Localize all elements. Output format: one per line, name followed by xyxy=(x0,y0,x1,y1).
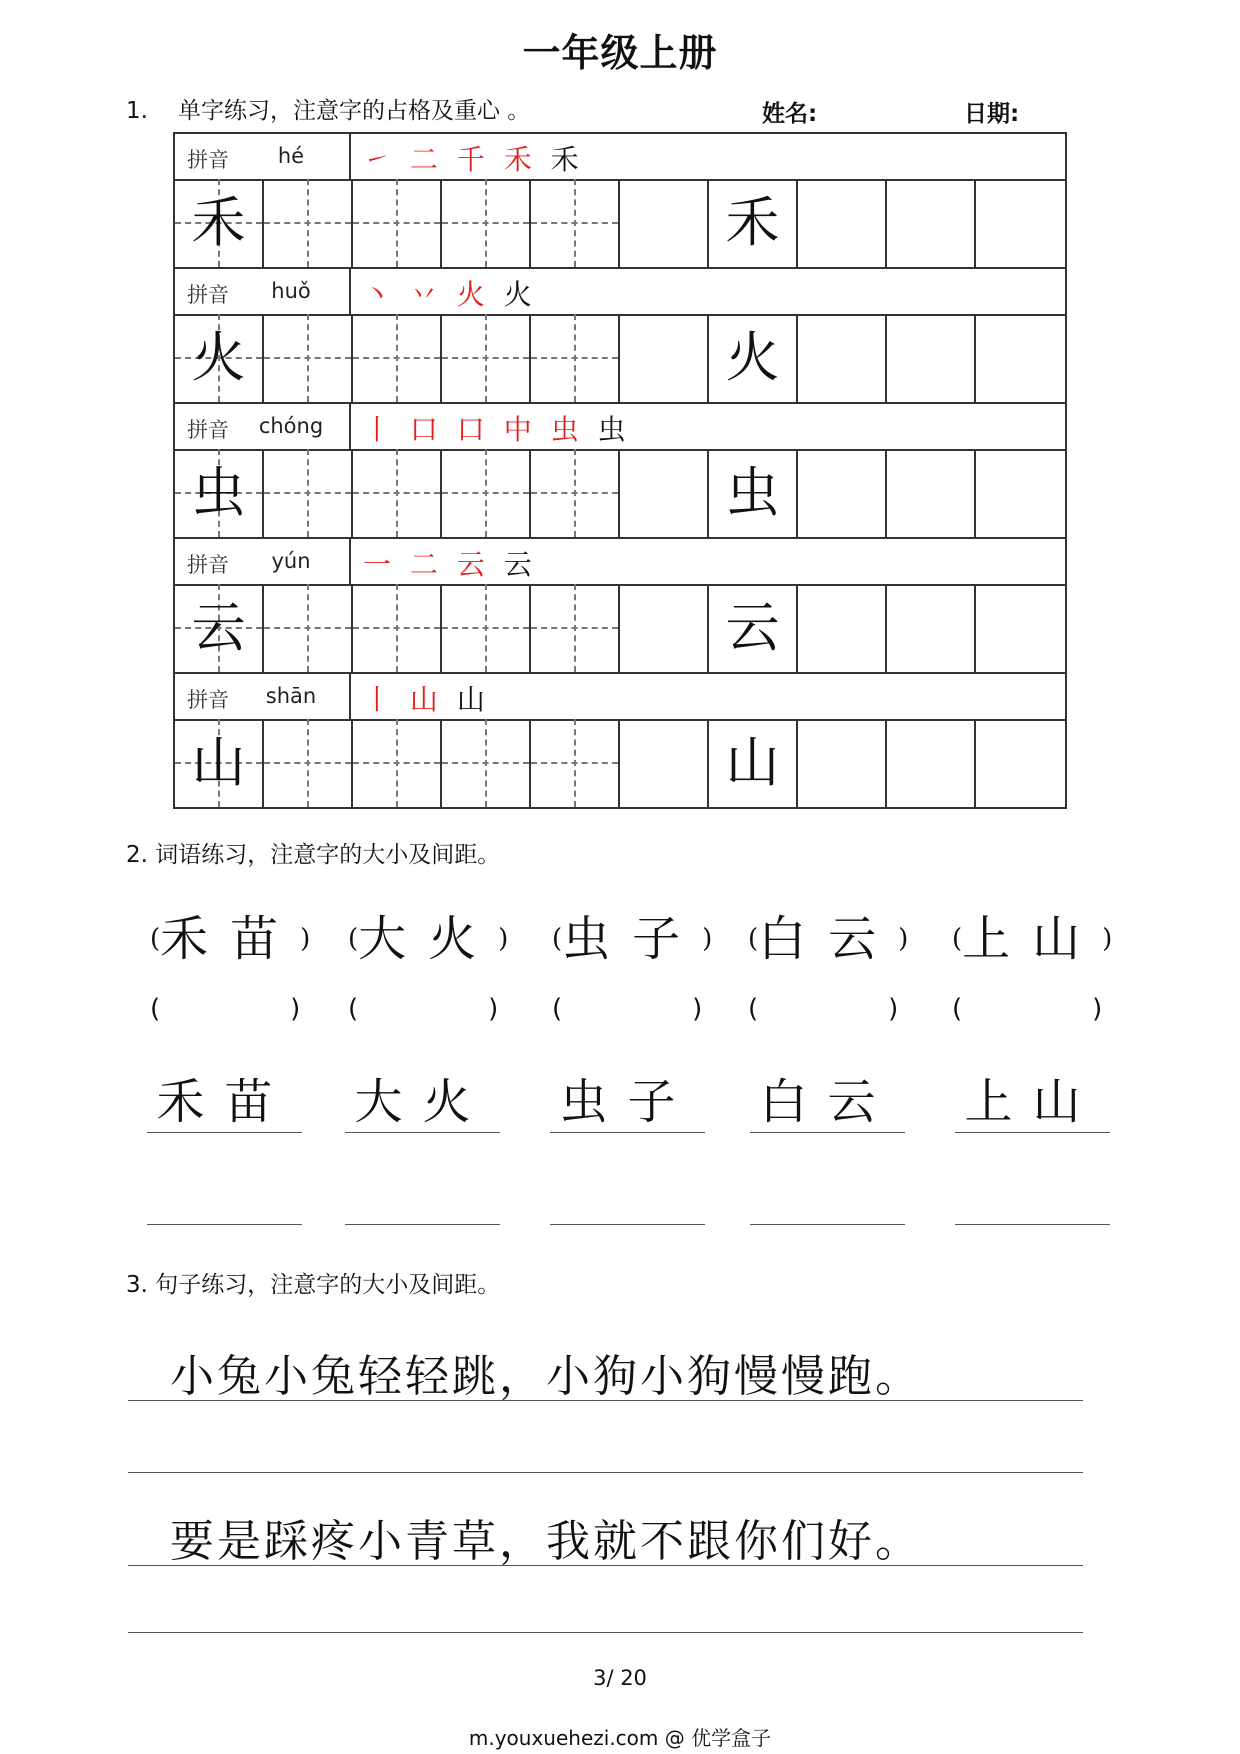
paren-close: ) xyxy=(300,924,311,954)
copy-char-box xyxy=(709,314,798,402)
pinyin-value: hé xyxy=(277,144,305,168)
copy-char-box xyxy=(709,449,798,537)
word-writing-line[interactable] xyxy=(550,1204,705,1225)
writing-boxes xyxy=(175,179,1065,267)
sentence-line xyxy=(128,1400,1083,1401)
writing-boxes xyxy=(175,314,1065,402)
practice-box[interactable] xyxy=(887,179,976,267)
model-char-box xyxy=(175,314,264,402)
pinyin-cell xyxy=(175,539,351,584)
paren-close: ) xyxy=(488,994,499,1024)
paren-open: ( xyxy=(150,924,161,954)
practice-box[interactable] xyxy=(353,179,442,267)
char-info-band xyxy=(175,674,1065,721)
model-char-box xyxy=(175,719,264,807)
char-info-band xyxy=(175,134,1065,181)
blank-paren[interactable] xyxy=(348,994,498,1024)
word-paren-item xyxy=(748,900,908,969)
paren-close: ) xyxy=(1092,994,1103,1024)
paren-close: ) xyxy=(888,994,899,1024)
practice-box[interactable] xyxy=(976,179,1065,267)
practice-box[interactable] xyxy=(620,449,709,537)
writing-boxes xyxy=(175,449,1065,537)
practice-box[interactable] xyxy=(442,449,531,537)
char-row xyxy=(173,672,1067,809)
blank-paren[interactable] xyxy=(748,994,898,1024)
practice-box[interactable] xyxy=(442,584,531,672)
word-writing-line[interactable] xyxy=(147,1204,302,1225)
practice-box[interactable] xyxy=(531,584,620,672)
blank-paren[interactable] xyxy=(552,994,702,1024)
practice-box[interactable] xyxy=(798,719,887,807)
char-row xyxy=(173,267,1067,402)
word-writing-line[interactable] xyxy=(750,1204,905,1225)
model-char: 山 xyxy=(191,731,246,794)
paren-close: ) xyxy=(498,924,509,954)
stroke-order-final: 禾 xyxy=(550,143,584,176)
word-paren-item xyxy=(348,900,508,969)
practice-box[interactable] xyxy=(887,449,976,537)
stroke-order xyxy=(363,543,537,583)
stroke-order-red: 丨 口 口 中 虫 xyxy=(363,413,598,446)
practice-box[interactable] xyxy=(442,719,531,807)
word-on-line: 上山 xyxy=(955,1072,1110,1133)
word-paren-item xyxy=(552,900,712,969)
copy-char-box xyxy=(709,584,798,672)
stroke-order xyxy=(363,138,584,178)
practice-box[interactable] xyxy=(531,314,620,402)
pinyin-cell xyxy=(175,674,351,719)
practice-box[interactable] xyxy=(264,584,353,672)
char-row xyxy=(173,132,1067,267)
practice-box[interactable] xyxy=(798,314,887,402)
word-paren-item xyxy=(952,900,1112,969)
name-label: 姓名: xyxy=(762,101,818,127)
section1-heading xyxy=(126,92,530,125)
word-model: 虫子 xyxy=(562,911,703,967)
paren-open: ( xyxy=(348,924,359,954)
practice-box[interactable] xyxy=(887,719,976,807)
section1-number: 1. xyxy=(126,98,148,124)
practice-box[interactable] xyxy=(531,179,620,267)
practice-box[interactable] xyxy=(353,719,442,807)
section3-heading: 3. 句子练习，注意字的大小及间距。 xyxy=(126,1272,501,1298)
practice-box[interactable] xyxy=(976,449,1065,537)
stroke-order-final: 山 xyxy=(456,683,490,716)
pinyin-value: huǒ xyxy=(271,279,311,303)
word-model: 禾苗 xyxy=(160,911,301,967)
stroke-order-red: 丶 丷 火 xyxy=(363,278,504,311)
char-row xyxy=(173,537,1067,672)
paren-close: ) xyxy=(702,924,713,954)
practice-box[interactable] xyxy=(620,314,709,402)
paren-open: ( xyxy=(748,994,759,1024)
model-char-box xyxy=(175,584,264,672)
practice-box[interactable] xyxy=(264,449,353,537)
copy-char-box xyxy=(709,179,798,267)
word-model: 上山 xyxy=(962,911,1103,967)
stroke-order xyxy=(363,273,537,313)
blank-paren[interactable] xyxy=(150,994,300,1024)
stroke-order xyxy=(363,408,631,448)
writing-boxes xyxy=(175,584,1065,672)
paren-open: ( xyxy=(952,924,963,954)
paren-open: ( xyxy=(952,994,963,1024)
paren-open: ( xyxy=(552,924,563,954)
word-writing-line[interactable] xyxy=(345,1204,500,1225)
stroke-order-final: 云 xyxy=(503,548,537,581)
pinyin-cell xyxy=(175,269,351,314)
sentence-line xyxy=(128,1565,1083,1566)
paren-close: ) xyxy=(898,924,909,954)
pinyin-value: chóng xyxy=(258,414,324,438)
page-title: 一年级上册 xyxy=(522,31,718,75)
pinyin-cell xyxy=(175,134,351,179)
copy-char: 山 xyxy=(725,731,780,794)
pinyin-label: 拼音 xyxy=(187,688,229,712)
writing-boxes xyxy=(175,719,1065,807)
pinyin-value: yún xyxy=(271,549,311,573)
practice-box[interactable] xyxy=(442,179,531,267)
stroke-order xyxy=(363,678,490,718)
model-sentence: 小兔小兔轻轻跳，小狗小狗慢慢跑。 xyxy=(170,1351,922,1402)
sentence-writing-line[interactable] xyxy=(128,1472,1083,1473)
practice-box[interactable] xyxy=(531,449,620,537)
practice-box[interactable] xyxy=(976,719,1065,807)
word-model: 大火 xyxy=(358,911,499,967)
stroke-order-red: ㇀ 二 千 禾 xyxy=(363,143,551,176)
practice-box[interactable] xyxy=(887,584,976,672)
pinyin-cell xyxy=(175,404,351,449)
footer-source: m.youxuehezi.com @ 优学盒子 xyxy=(468,1726,772,1750)
pinyin-label: 拼音 xyxy=(187,283,229,307)
paren-open: ( xyxy=(552,994,563,1024)
practice-box[interactable] xyxy=(620,584,709,672)
practice-box[interactable] xyxy=(353,314,442,402)
practice-box[interactable] xyxy=(264,314,353,402)
practice-box[interactable] xyxy=(798,584,887,672)
copy-char: 禾 xyxy=(725,191,780,254)
stroke-order-red: 一 二 云 xyxy=(363,548,504,581)
practice-box[interactable] xyxy=(798,449,887,537)
practice-box[interactable] xyxy=(620,179,709,267)
word-writing-line[interactable] xyxy=(955,1204,1110,1225)
model-sentence: 要是踩疼小青草，我就不跟你们好。 xyxy=(170,1516,922,1567)
pinyin-label: 拼音 xyxy=(187,418,229,442)
sentence-writing-line[interactable] xyxy=(128,1632,1083,1633)
paren-open: ( xyxy=(150,994,161,1024)
date-label: 日期: xyxy=(964,101,1020,127)
stroke-order-red: 丨 山 xyxy=(363,683,457,716)
paren-open: ( xyxy=(348,994,359,1024)
character-practice-grid xyxy=(173,132,1067,809)
paren-open: ( xyxy=(748,924,759,954)
copy-char: 云 xyxy=(725,596,780,659)
model-char: 火 xyxy=(191,326,246,389)
copy-char: 虫 xyxy=(725,461,780,524)
practice-box[interactable] xyxy=(798,179,887,267)
practice-box[interactable] xyxy=(620,719,709,807)
paren-close: ) xyxy=(1102,924,1113,954)
char-info-band xyxy=(175,404,1065,451)
word-on-line: 白云 xyxy=(750,1072,905,1133)
practice-box[interactable] xyxy=(264,719,353,807)
char-info-band xyxy=(175,269,1065,316)
model-char-box xyxy=(175,449,264,537)
page-number: 3/ 20 xyxy=(593,1666,647,1690)
model-char: 虫 xyxy=(191,461,246,524)
copy-char-box xyxy=(709,719,798,807)
stroke-order-final: 虫 xyxy=(597,413,631,446)
pinyin-label: 拼音 xyxy=(187,148,229,172)
pinyin-label: 拼音 xyxy=(187,553,229,577)
section1-title: 单字练习，注意字的占格及重心 。 xyxy=(178,98,531,124)
practice-box[interactable] xyxy=(353,584,442,672)
practice-box[interactable] xyxy=(976,584,1065,672)
practice-box[interactable] xyxy=(887,314,976,402)
char-info-band xyxy=(175,539,1065,586)
model-char: 云 xyxy=(191,596,246,659)
practice-box[interactable] xyxy=(353,449,442,537)
copy-char: 火 xyxy=(725,326,780,389)
practice-box[interactable] xyxy=(264,179,353,267)
word-paren-item xyxy=(150,900,310,969)
paren-close: ) xyxy=(692,994,703,1024)
practice-box[interactable] xyxy=(442,314,531,402)
practice-box[interactable] xyxy=(531,719,620,807)
word-model: 白云 xyxy=(758,911,899,967)
section2-heading: 2. 词语练习，注意字的大小及间距。 xyxy=(126,842,501,868)
word-on-line: 大火 xyxy=(345,1072,500,1133)
pinyin-value: shān xyxy=(265,684,317,708)
model-char: 禾 xyxy=(191,191,246,254)
practice-box[interactable] xyxy=(976,314,1065,402)
word-on-line: 虫子 xyxy=(550,1072,705,1133)
stroke-order-final: 火 xyxy=(503,278,537,311)
model-char-box xyxy=(175,179,264,267)
char-row xyxy=(173,402,1067,537)
word-on-line: 禾苗 xyxy=(147,1072,302,1133)
paren-close: ) xyxy=(290,994,301,1024)
blank-paren[interactable] xyxy=(952,994,1102,1024)
